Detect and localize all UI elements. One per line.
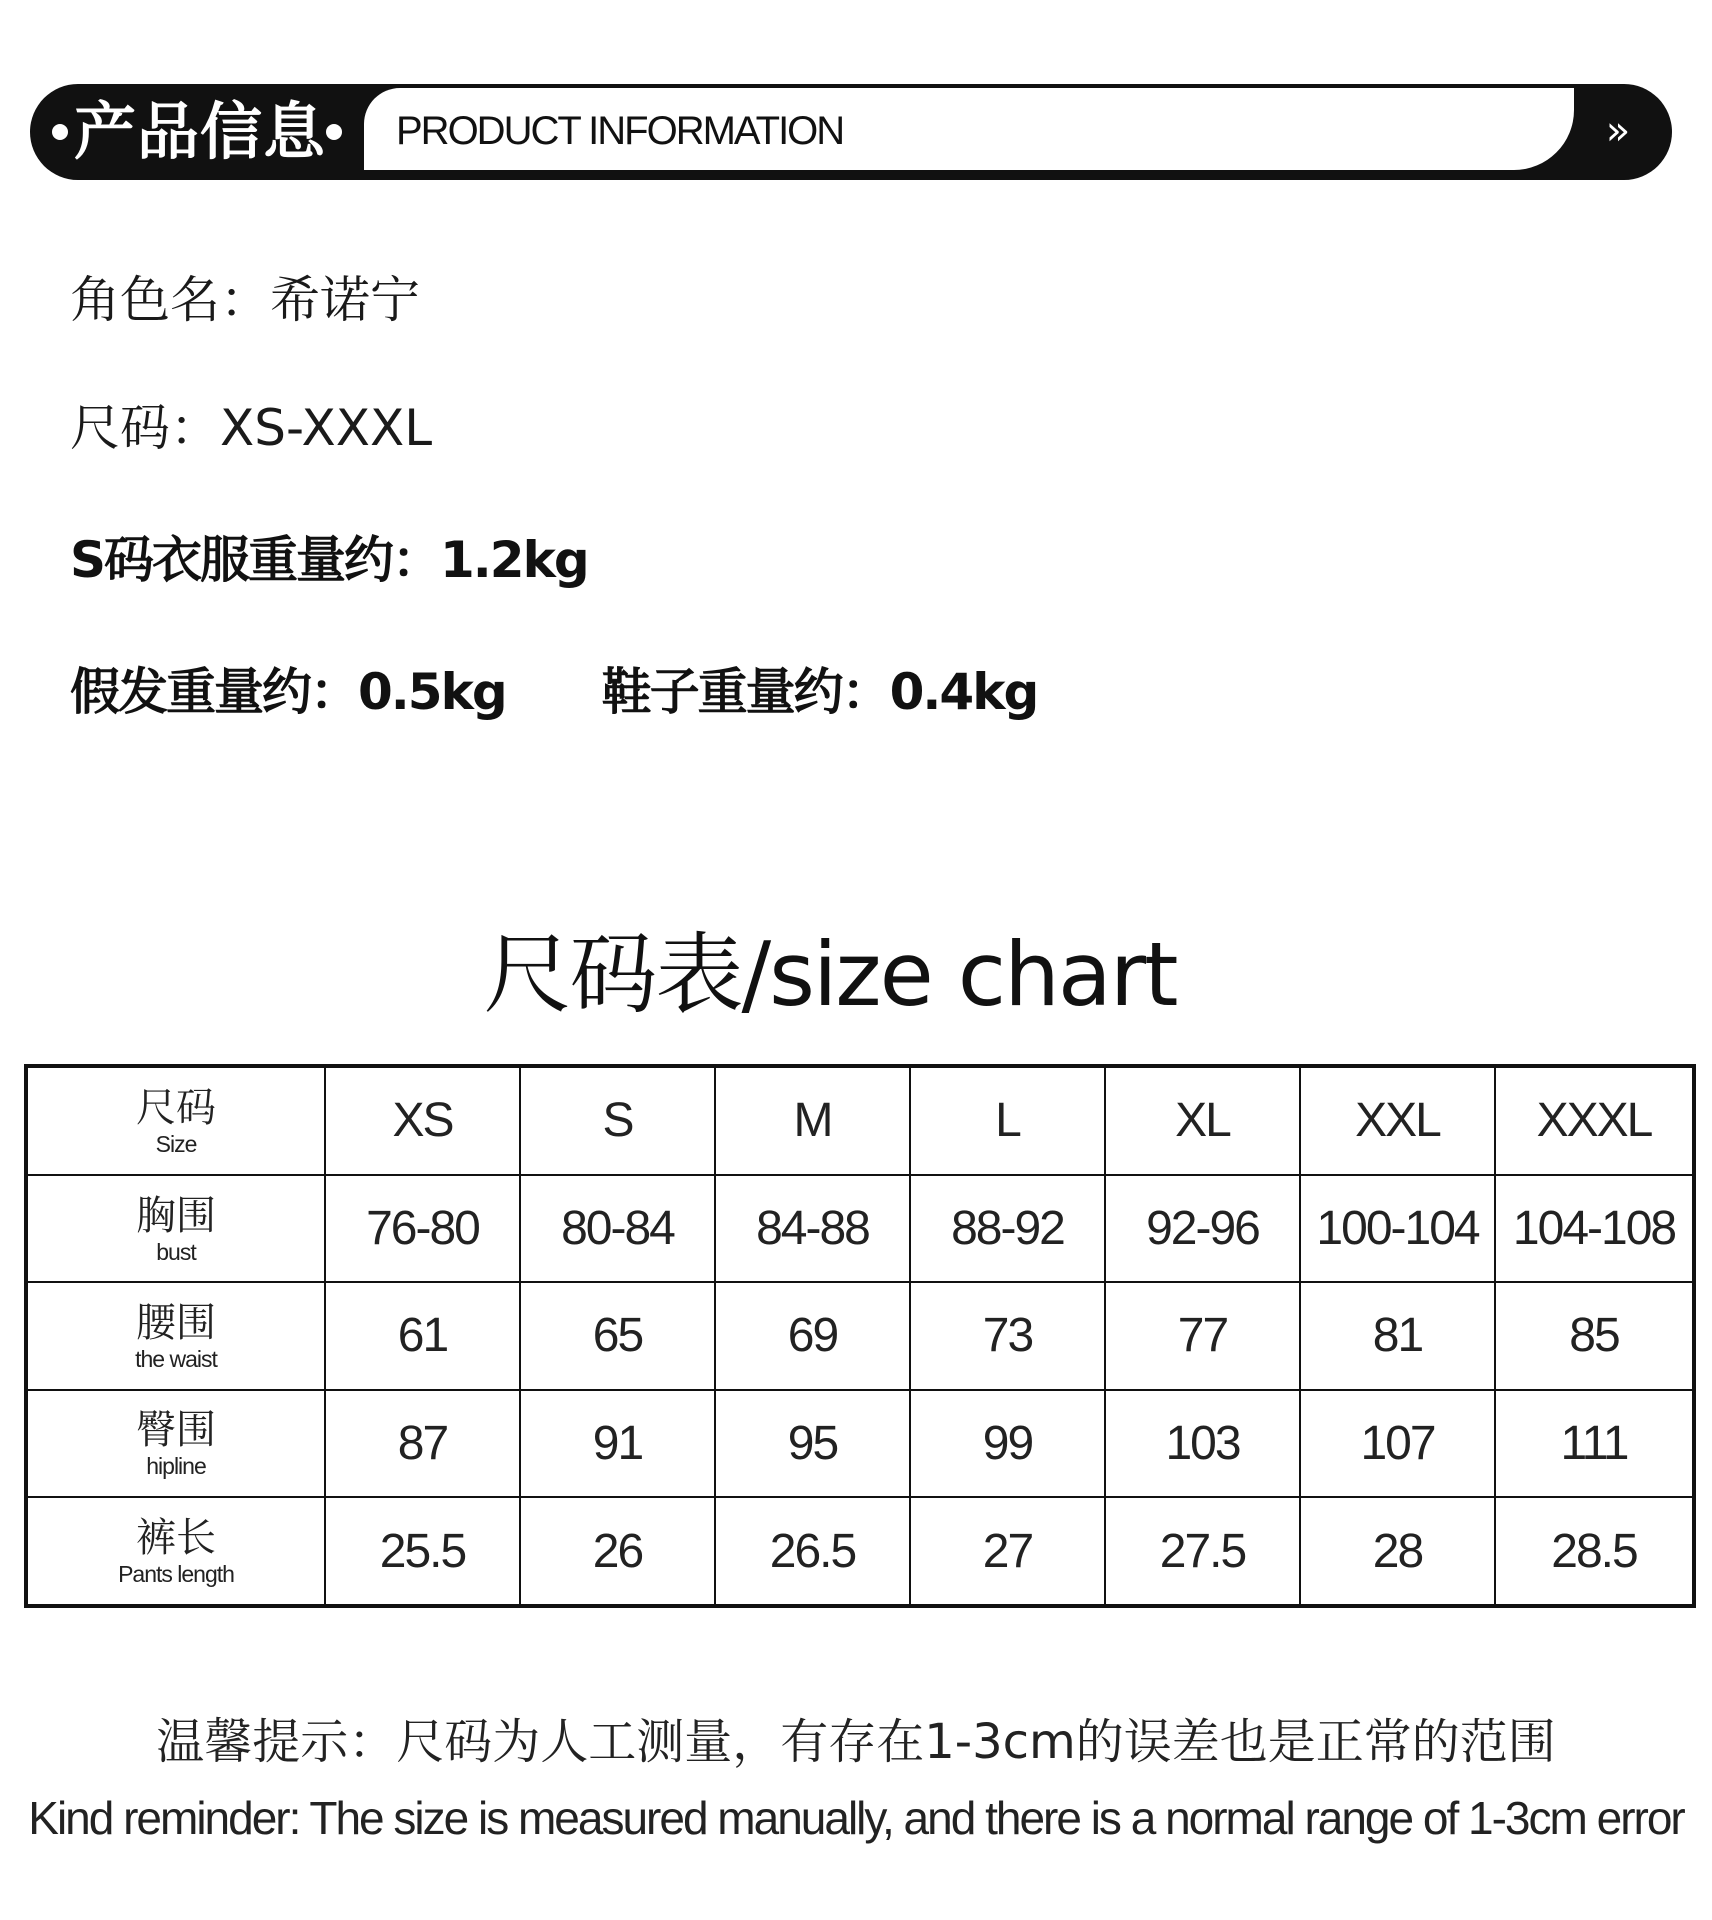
table-cell: 95 (715, 1390, 910, 1497)
table-cell: 25.5 (325, 1497, 520, 1606)
column-header: L (910, 1066, 1105, 1175)
table-cell: 87 (325, 1390, 520, 1497)
table-cell: 99 (910, 1390, 1105, 1497)
table-cell: 73 (910, 1282, 1105, 1389)
row-header-cn: 腰围 (136, 1299, 216, 1346)
chevron-right-icon: » (1605, 108, 1631, 154)
table-cell: 69 (715, 1282, 910, 1389)
table-cell: 85 (1495, 1282, 1694, 1389)
table-row (26, 1497, 1694, 1606)
table-cell: 27.5 (1105, 1497, 1300, 1606)
table-cell: 80-84 (520, 1175, 715, 1282)
banner-dot-left (52, 124, 68, 140)
table-row (26, 1175, 1694, 1282)
table-cell: 27 (910, 1497, 1105, 1606)
size-header-cn: 尺码 (136, 1084, 216, 1131)
table-cell: 103 (1105, 1390, 1300, 1497)
table-cell: 81 (1300, 1282, 1495, 1389)
row-header-en: Pants length (118, 1561, 234, 1588)
wig-weight: 假发重量约：0.5kg (70, 663, 506, 721)
accessory-weight-line (70, 660, 1037, 724)
size-chart-title: 尺码表/size chart (483, 923, 1177, 1026)
banner-dot-right (326, 124, 342, 140)
column-header: XS (325, 1066, 520, 1175)
row-header-cell (26, 1282, 325, 1389)
size-header-cell (26, 1066, 325, 1175)
table-cell: 26 (520, 1497, 715, 1606)
banner-en-title: PRODUCT INFORMATION (396, 109, 844, 153)
row-header-cell (26, 1390, 325, 1497)
table-cell: 61 (325, 1282, 520, 1389)
row-header-cell (26, 1497, 325, 1606)
clothes-weight-line: S码衣服重量约：1.2kg (70, 531, 588, 589)
row-header-cn: 胸围 (136, 1192, 216, 1239)
column-header: XL (1105, 1066, 1300, 1175)
table-cell: 28.5 (1495, 1497, 1694, 1606)
table-cell: 76-80 (325, 1175, 520, 1282)
table-cell: 100-104 (1300, 1175, 1495, 1282)
column-header: S (520, 1066, 715, 1175)
reminder-en: Kind reminder: The size is measured manually, and there is a normal range of 1-3cm error (28, 1792, 1684, 1844)
product-info-banner (30, 84, 1672, 180)
row-header-cn: 裤长 (136, 1515, 216, 1562)
size-chart-table (24, 1064, 1696, 1608)
column-header: M (715, 1066, 910, 1175)
column-header: XXL (1300, 1066, 1495, 1175)
table-cell: 88-92 (910, 1175, 1105, 1282)
table-row (26, 1390, 1694, 1497)
table-cell: 28 (1300, 1497, 1495, 1606)
size-header-en: Size (155, 1130, 197, 1157)
table-cell: 26.5 (715, 1497, 910, 1606)
table-cell: 65 (520, 1282, 715, 1389)
table-cell: 107 (1300, 1390, 1495, 1497)
table-cell: 111 (1495, 1390, 1694, 1497)
column-header: XXXL (1495, 1066, 1694, 1175)
table-header-row (26, 1066, 1694, 1175)
table-row (26, 1282, 1694, 1389)
row-header-cell (26, 1175, 325, 1282)
banner-cn-title: 产品信息 (74, 95, 327, 168)
character-name-line: 角色名：希诺宁 (70, 271, 420, 329)
shoes-weight: 鞋子重量约：0.4kg (601, 663, 1038, 721)
table-cell: 92-96 (1105, 1175, 1300, 1282)
row-header-cn: 臀围 (136, 1407, 216, 1454)
table-cell: 77 (1105, 1282, 1300, 1389)
reminder-cn: 温馨提示：尺码为人工测量，有存在1-3cm的误差也是正常的范围 (156, 1714, 1556, 1770)
table-cell: 104-108 (1495, 1175, 1694, 1282)
table-cell: 91 (520, 1390, 715, 1497)
row-header-en: hipline (146, 1453, 206, 1480)
table-cell: 84-88 (715, 1175, 910, 1282)
row-header-en: the waist (135, 1345, 217, 1372)
row-header-en: bust (156, 1238, 196, 1265)
size-range-line: 尺码：XS-XXXL (70, 399, 433, 457)
